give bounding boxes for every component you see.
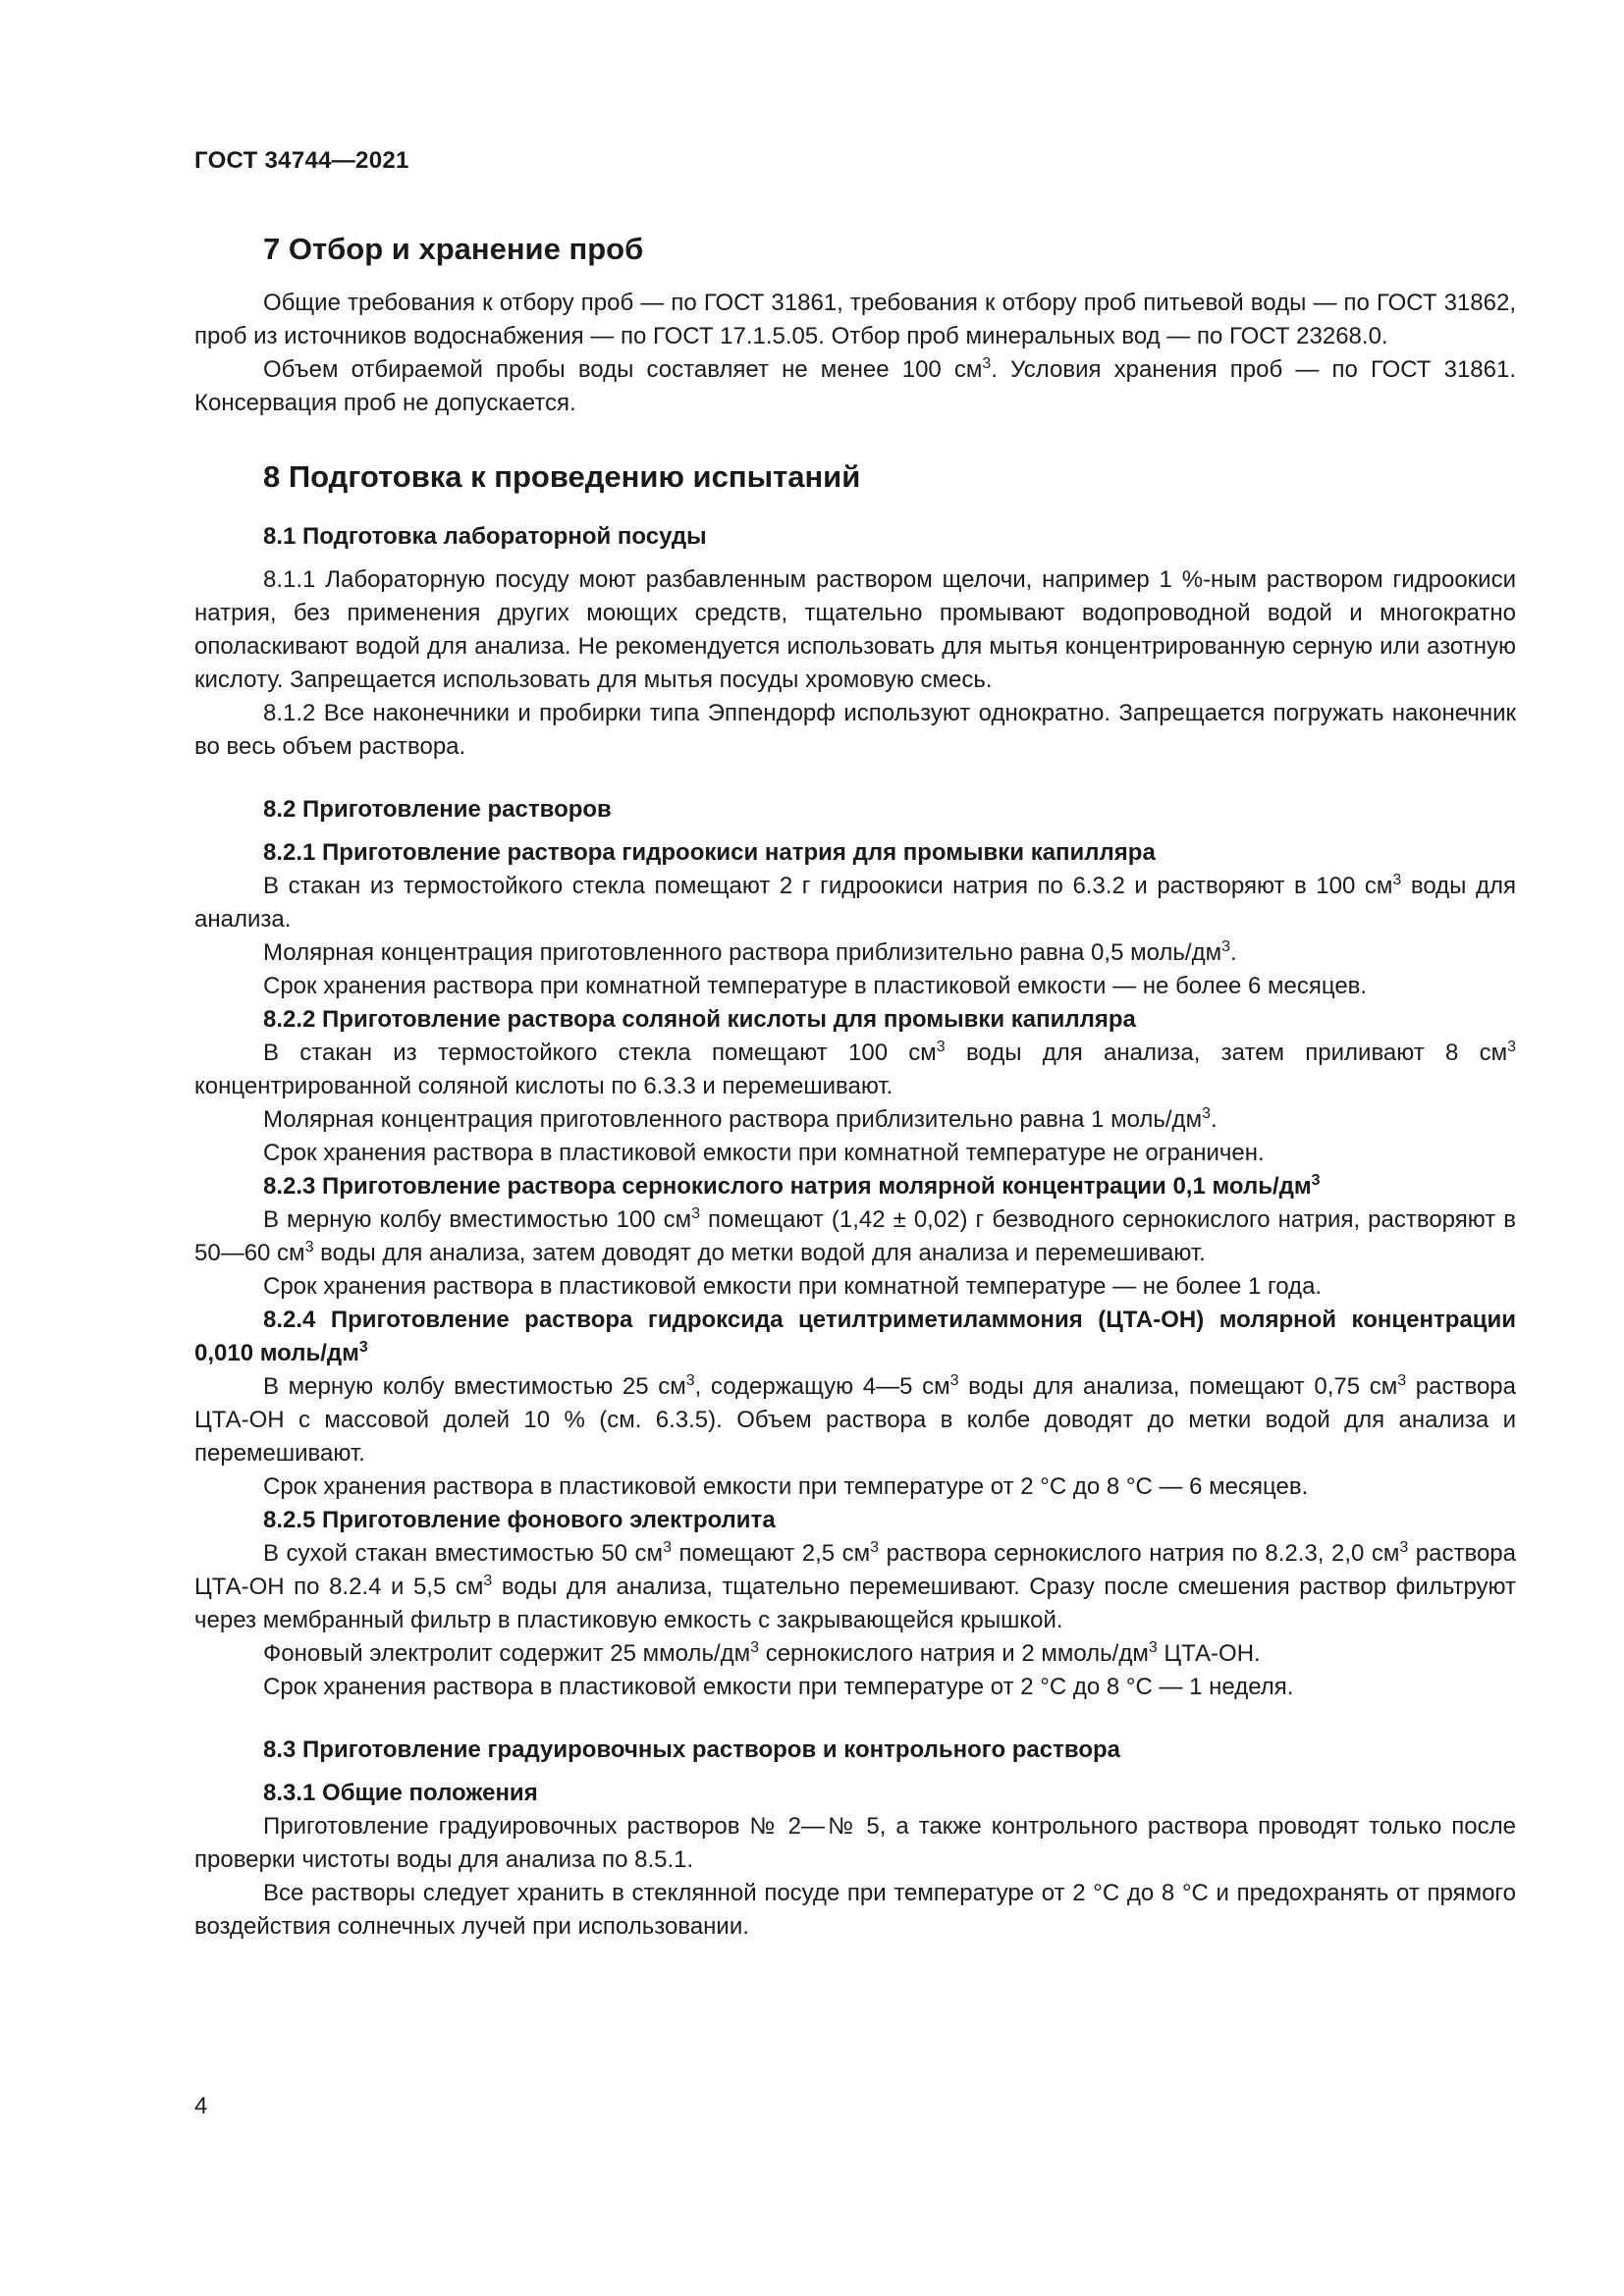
clause-8-2-1-paragraph-1: В стакан из термостойкого стекла помещают 2 г гидроокиси натрия по 6.3.2 и растворяют в 100 $см^3$ воды для анализа. xyxy=(194,872,1516,933)
section-7-paragraph-1: Общие требования к отбору проб — по ГОСТ 31861, требования к отбору проб питьевой воды — по ГОСТ 31862, проб из источников водоснабжения — по ГОСТ 17.1.5.05. Отбор проб минеральных вод — по ГОСТ 23268.0. xyxy=(194,290,1516,349)
clause-8-2-2-heading: 8.2.2 Приготовление раствора соляной кислоты для промывки капилляра xyxy=(263,1006,1136,1033)
clause-8-2-5-paragraph-3: Срок хранения раствора в пластиковой емкости при температуре от 2 °С до 8 °С — 1 неделя. xyxy=(263,1674,1294,1700)
clause-8-2-2-paragraph-2: Молярная концентрация приготовленного раствора приблизительно равна 1 моль/$дм^3$. xyxy=(263,1105,1218,1133)
clause-8-2-1-heading: 8.2.1 Приготовление раствора гидроокиси натрия для промывки капилляра xyxy=(263,839,1156,866)
page-number: 4 xyxy=(194,2093,208,2119)
subsection-8-1-heading: 8.1 Подготовка лабораторной посуды xyxy=(263,523,707,550)
clause-8-3-1-heading: 8.3.1 Общие положения xyxy=(263,1780,538,1806)
clause-8-2-1-paragraph-3: Срок хранения раствора при комнатной температуре в пластиковой емкости — не более 6 месяцев. xyxy=(263,973,1368,999)
clause-8-2-2-paragraph-1: В стакан из термостойкого стекла помещают 100 $см^3$ воды для анализа, затем приливают 8 $см^3$ концентрированной соляной кислоты по 6.3.3 и перемешивают. xyxy=(194,1039,1516,1099)
clause-8-3-1-paragraph-1: Приготовление градуировочных растворов № 2—№ 5, а также контрольного раствора проводят только после проверки чистоты воды для анализа по 8.5.1. xyxy=(194,1813,1516,1873)
subsection-8-2-heading: 8.2 Приготовление растворов xyxy=(263,796,612,823)
page-content xyxy=(194,218,1516,1944)
section-8-heading: 8 Подготовка к проведению испытаний xyxy=(263,459,861,494)
clause-8-2-2-paragraph-3: Срок хранения раствора в пластиковой емкости при комнатной температуре не ограничен. xyxy=(263,1140,1265,1166)
clause-8-2-5-paragraph-1: В сухой стакан вместимостью 50 $см^3$ помещают 2,5 $см^3$ раствора сернокислого натрия по 8.2.3, 2,0 $см^3$ раствора ЦТА-ОН по 8.2.4 и 5,5 $см^3$ воды для анализа, тщательно перемешивают. Сразу после смешения раствор фильтруют через мембранный фильтр в пластиковую емкость с закрывающейся крышкой. xyxy=(194,1539,1516,1633)
clause-8-2-1-paragraph-2: Молярная концентрация приготовленного раствора приблизительно равна 0,5 моль/$дм^3$. xyxy=(263,938,1237,966)
clause-8-2-4-paragraph-2: Срок хранения раствора в пластиковой емкости при температуре от 2 °С до 8 °С — 6 месяцев. xyxy=(263,1473,1309,1500)
clause-8-2-5-paragraph-2: Фоновый электролит содержит 25 ммоль/$дм^3$ сернокислого натрия и 2 ммоль/$дм^3$ ЦТА-ОН. xyxy=(263,1639,1261,1667)
subsection-8-3-heading: 8.3 Приготовление градуировочных растворов и контрольного раствора xyxy=(263,1736,1120,1763)
clause-8-2-5-heading: 8.2.5 Приготовление фонового электролита xyxy=(263,1507,776,1533)
clause-8-2-4-paragraph-1: В мерную колбу вместимостью 25 $см^3$, содержащую 4—5 $см^3$ воды для анализа, помещают 0,75 $см^3$ раствора ЦТА-ОН с массовой долей 10 % (см. 6.3.5). Объем раствора в колбе доводят до метки водой для анализа и перемешивают. xyxy=(194,1372,1516,1467)
section-7-heading: 7 Отбор и хранение проб xyxy=(263,232,644,266)
clause-8-1-1: 8.1.1 Лабораторную посуду моют разбавленным раствором щелочи, например 1 %-ным раствором гидроокиси натрия, без применения других моющих средств, тщательно промывают водопроводной водой и многократно ополаскивают водой для анализа. Не рекомендуется использовать для мытья концентрированную серную или азотную кислоту. Запрещается использовать для мытья посуды хромовую смесь. xyxy=(194,566,1516,693)
clause-8-2-3-paragraph-1: В мерную колбу вместимостью 100 $см^3$ помещают (1,42 ± 0,02) г безводного сернокислого натрия, растворяют в 50—60 $см^3$ воды для анализа, затем доводят до метки водой для анализа и перемешивают. xyxy=(194,1205,1516,1266)
clause-8-2-3-heading: 8.2.3 Приготовление раствора сернокислого натрия молярной концентрации 0,1 моль/$дм^3$ xyxy=(263,1172,1321,1200)
clause-8-2-3-paragraph-2: Срок хранения раствора в пластиковой емкости при комнатной температуре — не более 1 года. xyxy=(263,1273,1323,1300)
clause-8-1-2: 8.1.2 Все наконечники и пробирки типа Эппендорф используют однократно. Запрещается погружать наконечник во весь объем раствора. xyxy=(194,700,1516,760)
document-code: ГОСТ 34744—2021 xyxy=(194,147,409,174)
section-7-paragraph-2: Объем отбираемой пробы воды составляет не менее 100 $см^3$. Условия хранения проб — по ГОСТ 31861. Консервация проб не допускается. xyxy=(194,355,1516,416)
clause-8-3-1-paragraph-2: Все растворы следует хранить в стеклянной посуде при температуре от 2 °С до 8 °С и предохранять от прямого воздействия солнечных лучей при использовании. xyxy=(194,1880,1516,1940)
clause-8-2-4-heading: 8.2.4 Приготовление раствора гидроксида цетилтриметиламмония (ЦТА-ОН) молярной концентрации 0,010 моль/$дм^3$ xyxy=(194,1307,1516,1366)
